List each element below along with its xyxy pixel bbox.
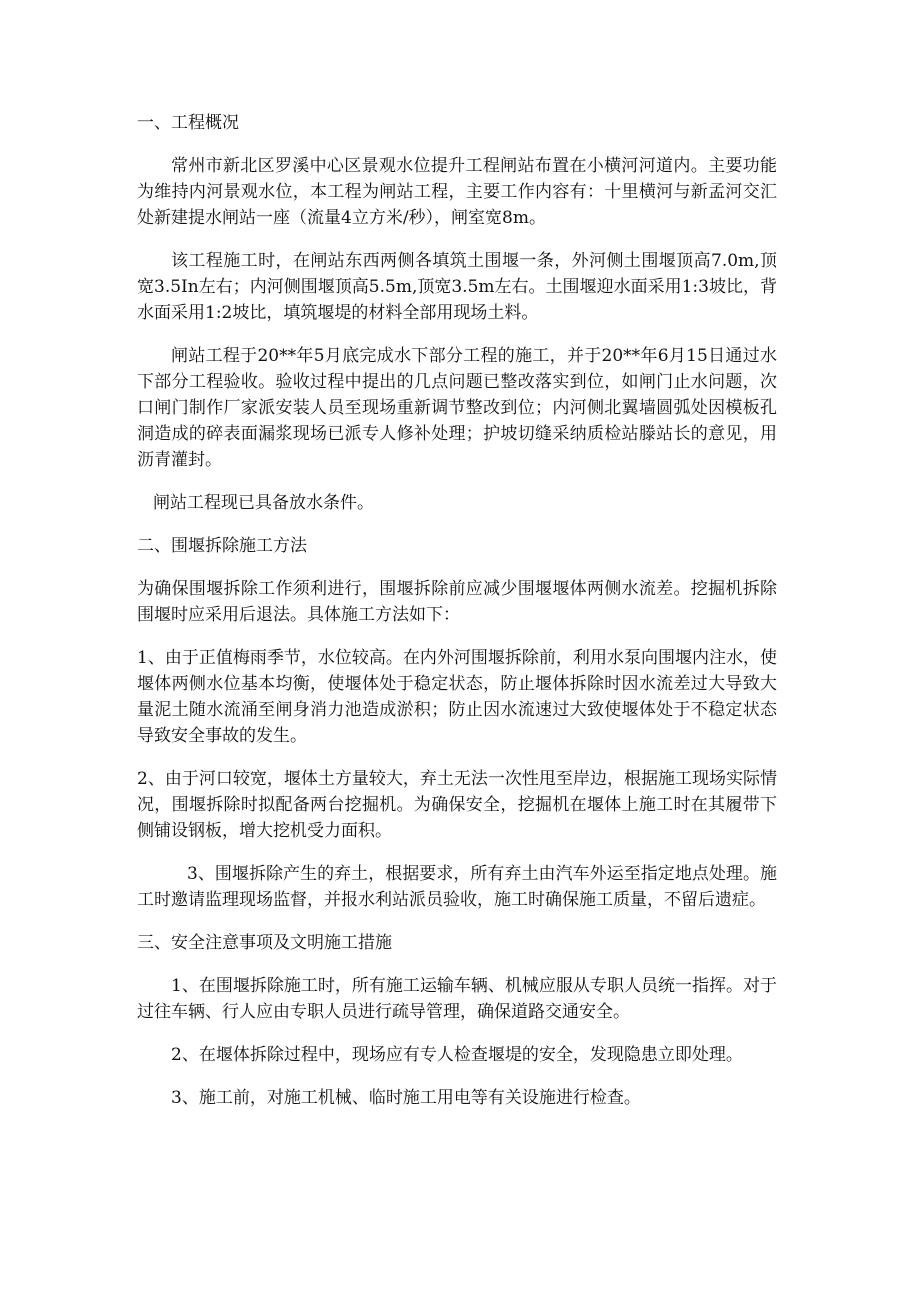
document-page <box>137 110 777 1128</box>
section1-heading: 一、工程概况 <box>137 113 239 133</box>
section1-paragraph-4: 闸站工程现已具备放水条件。 <box>153 493 374 513</box>
section3-item-3: 3、施工前，对施工机械、临时施工用电等有关设施进行检查。 <box>171 1088 641 1108</box>
section3-item-2: 2、在堰体拆除过程中，现场应有专人检查堰堤的安全，发现隐患立即处理。 <box>171 1045 743 1065</box>
section3-heading: 三、安全注意事项及文明施工措施 <box>137 933 392 953</box>
section1-paragraph-1: 常州市新北区罗溪中心区景观水位提升工程闸站布置在小横河河道内。主要功能为维持内河景观水位，本工程为闸站工程，主要工作内容有：十里横河与新孟河交汇处新建提水闸站一座（流量4立方米/秒），闸室宽8m。 <box>137 156 777 228</box>
section3-item-1: 1、在围堰拆除施工时，所有施工运输车辆、机械应服从专职人员统一指挥。对于过往车辆、行人应由专职人员进行疏导管理，确保道路交通安全。 <box>137 976 777 1022</box>
section1-paragraph-2: 该工程施工时，在闸站东西两侧各填筑土围堰一条，外河侧土围堰顶高7.0m,顶宽3.5In左右；内河侧围堰顶高5.5m,顶宽3.5m左右。土围堰迎水面采用1:3坡比，背水面采用1:2坡比，填筑堰堤的材料全部用现场土料。 <box>137 251 777 323</box>
section2-item-1: 1、由于正值梅雨季节，水位较高。在内外河围堰拆除前，利用水泵向围堰内注水，使堰体两侧水位基本均衡，使堰体处于稳定状态，防止堰体拆除时因水流差过大导致大量泥土随水流涌至闸身消力池造成淤积；防止因水流速过大致使堰体处于不稳定状态导致安全事故的发生。 <box>137 648 777 746</box>
section2-item-2: 2、由于河口较宽，堰体土方量较大，弃土无法一次性甩至岸边，根据施工现场实际情况，围堰拆除时拟配备两台挖掘机。为确保安全，挖掘机在堰体上施工时在其履带下侧铺设钢板，增大挖机受力面积。 <box>137 769 777 841</box>
section2-item-3: 3、围堰拆除产生的弃土，根据要求，所有弃土由汽车外运至指定地点处理。施工时邀请监理现场监督，并报水利站派员验收，施工时确保施工质量，不留后遗症。 <box>137 864 777 910</box>
section1-paragraph-3: 闸站工程于20**年5月底完成水下部分工程的施工，并于20**年6月15日通过水下部分工程验收。验收过程中提出的几点问题已整改落实到位，如闸门止水问题，次口闸门制作厂家派安装人员至现场重新调节整改到位；内河侧北翼墙圆弧处因模板孔洞造成的碎表面漏浆现场已派专人修补处理；护坡切缝采纳质检站滕站长的意见，用沥青灌封。 <box>137 346 777 470</box>
section2-intro: 为确保围堰拆除工作须利进行，围堰拆除前应减少围堰堰体两侧水流差。挖掘机拆除围堰时应采用后退法。具体施工方法如下： <box>137 579 777 625</box>
section2-heading: 二、围堰拆除施工方法 <box>137 536 307 556</box>
